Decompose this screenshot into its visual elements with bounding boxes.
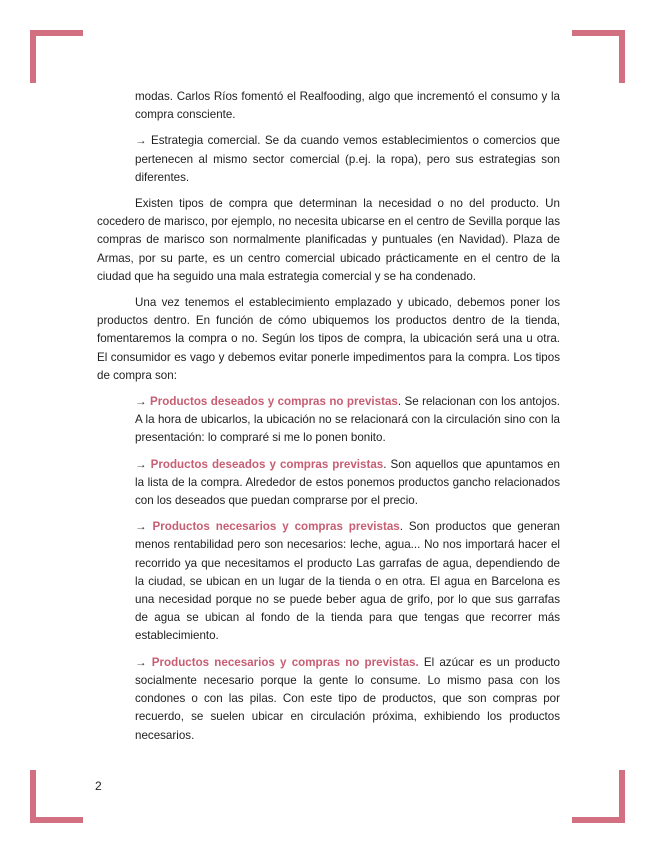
corner-bottom-right-h [572, 817, 625, 823]
purchase-type-text: . Se relacionan con los antojos. A la hora de ubicarlos, la ubicación no se relacionará con la circulación sino con la presentación: lo compraré si me lo ponen bonito. [135, 395, 560, 445]
corner-top-left-v [30, 30, 36, 83]
corner-bottom-left-v [30, 770, 36, 823]
page-number: 2 [95, 779, 102, 793]
arrow-icon: → [135, 520, 147, 534]
purchase-type-title: Productos necesarios y compras no previstas. [151, 655, 419, 669]
corner-top-right-h [572, 30, 625, 36]
purchase-type-title: Productos deseados y compras no previstas [150, 395, 398, 409]
purchase-type-item [97, 654, 560, 745]
corner-top-left-h [30, 30, 83, 36]
purchase-type-text: . Son productos que generan menos rentabilidad pero son necesarios: leche, agua... No nos importará hacer el recorrido ya que necesitamos el producto Las garrafas de agua, dependiendo de la ciudad, se ubican en un lugar de la tienda o en otra. El agua en Barcelona es una necesidad porque no se puede beber agua de grifo, por lo que sus garrafas de agua se ubican al fondo de la tienda para que tengas que recorrer más establecimiento. [135, 520, 560, 643]
corner-bottom-left-h [30, 817, 83, 823]
paragraph-estrategia-text: Estrategia comercial. Se da cuando vemos establecimientos o comercios que pertenecen al mismo sector comercial (p.ej. la ropa), pero sus estrategias son diferentes. [135, 134, 560, 184]
paragraph-tipos-compra: Existen tipos de compra que determinan la necesidad o no del producto. Un cocedero de marisco, por ejemplo, no necesita ubicarse en el centro de Sevilla porque las compras de marisco son normalmente planificadas y puntuales (en Navidad). Plaza de Armas, por su parte, es un centro comercial ubicado prácticamente en el centro de la ciudad que ha seguido una mala estrategia comercial y se ha condenado. [97, 197, 560, 283]
arrow-icon: → [135, 134, 147, 148]
purchase-type-item [97, 518, 560, 645]
page-body [97, 88, 560, 753]
purchase-type-title: Productos necesarios y compras previstas [152, 520, 400, 534]
corner-top-right-v [619, 30, 625, 83]
paragraph-estrategia [97, 132, 560, 187]
paragraph-modas: modas. Carlos Ríos fomentó el Realfooding, algo que incrementó el consumo y la compra consciente. [135, 90, 560, 122]
purchase-type-item [97, 456, 560, 511]
arrow-icon: → [135, 457, 147, 471]
purchase-type-text: El azúcar es un producto socialmente necesario porque la gente lo consume. Lo mismo pasa con los condones o con las pilas. Con este tipo de productos, que son compras por recuerdo, se suelen ubicar en circulación próxima, exhibiendo los productos necesarios. [135, 655, 560, 742]
arrow-icon: → [135, 655, 147, 669]
purchase-type-title: Productos deseados y compras previstas [150, 457, 384, 471]
purchase-type-item [97, 393, 560, 448]
purchase-type-text: . Son aquellos que apuntamos en la lista de la compra. Alrededor de estos ponemos productos gancho relacionados con los deseados que puedan comprarse por el precio. [135, 457, 560, 508]
paragraph-establecimiento: Una vez tenemos el establecimiento emplazado y ubicado, debemos poner los productos dentro. En función de cómo ubiquemos los productos dentro de la tienda, fomentaremos la compra o no. Según los tipos de compra, la ubicación será una u otra. El consumidor es vago y debemos evitar ponerle impedimentos para la compra. Los tipos de compra son: [97, 296, 560, 382]
arrow-icon: → [135, 395, 147, 409]
corner-bottom-right-v [619, 770, 625, 823]
